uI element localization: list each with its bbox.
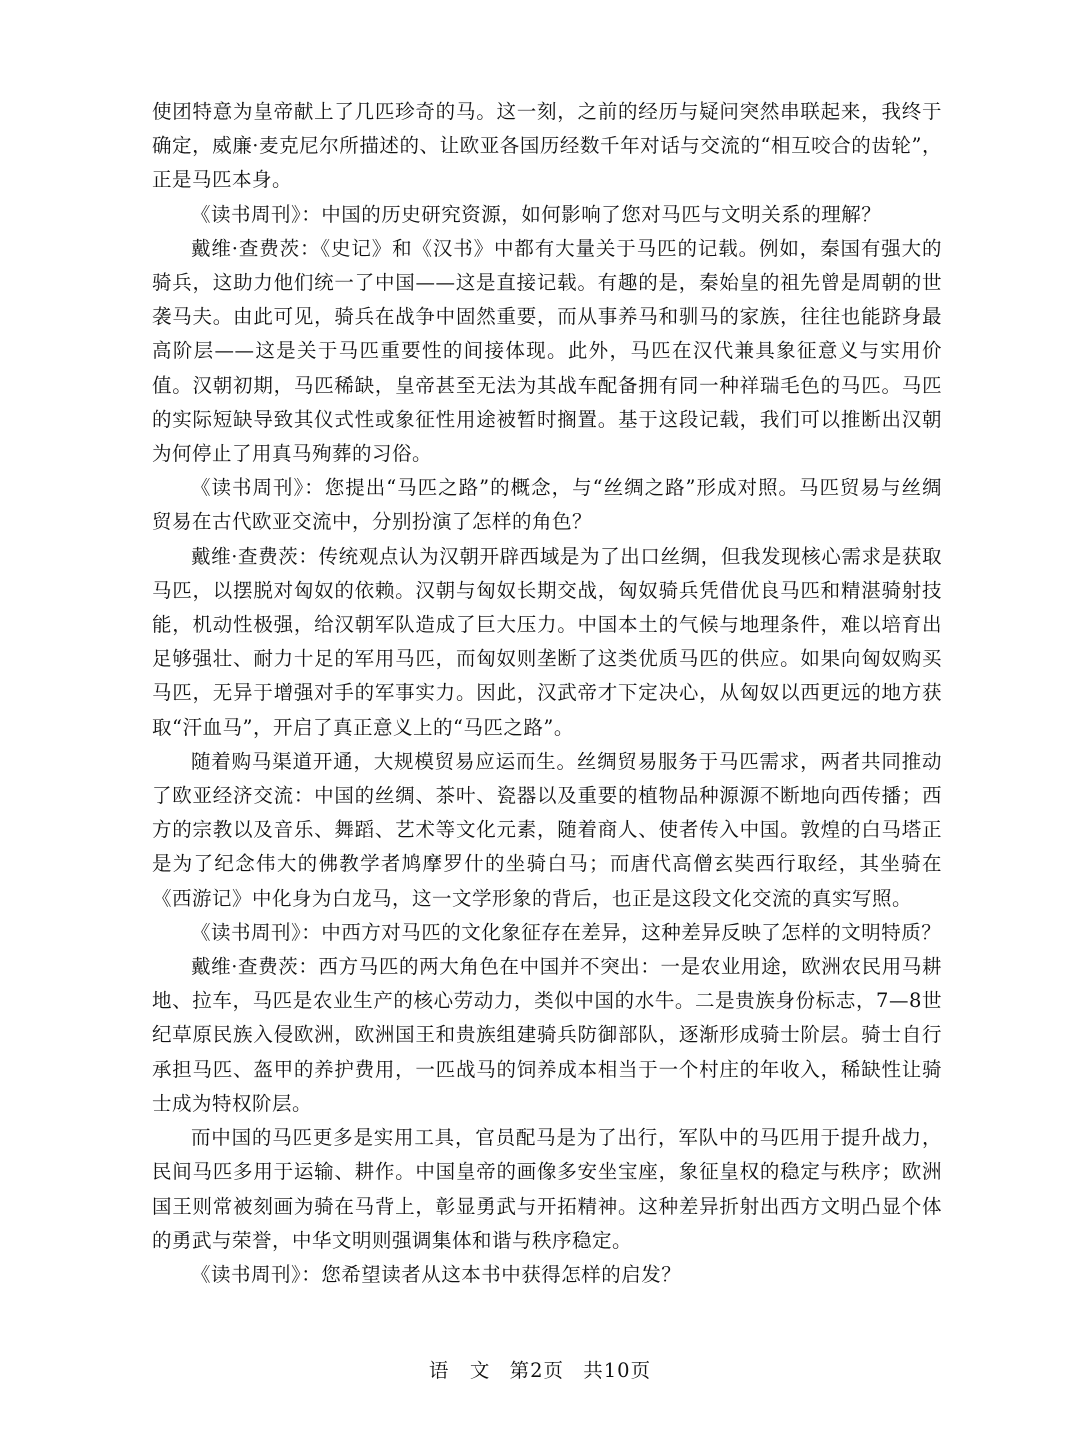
paragraph-answer-3: 戴维·查费茨：西方马匹的两大角色在中国并不突出：一是农业用途，欧洲农民用马耕地、拉车，马匹是农业生产的核心劳动力，类似中国的水牛。二是贵族身份标志，7—8世纪草原民族入侵欧洲，欧洲国王和贵族组建骑兵防御部队，逐渐形成骑士阶层。骑士自行承担马匹、盔甲的养护费用，一匹战马的饲养成本相当于一个村庄的年收入，稀缺性让骑士成为特权阶层。: [152, 955, 942, 1115]
paragraph-answer-3-continued: 而中国的马匹更多是实用工具，官员配马是为了出行，军队中的马匹用于提升战力，民间马匹多用于运输、耕作。中国皇帝的画像多安坐宝座，象征皇权的稳定与秩序；欧洲国王则常被刻画为骑在马背上，彰显勇武与开拓精神。这种差异折射出西方文明凸显个体的勇武与荣誉，中华文明则强调集体和谐与秩序稳定。: [152, 1126, 942, 1252]
footer-subject: 语 文: [428, 1359, 491, 1382]
footer-total-pages: 共10页: [583, 1359, 652, 1382]
paragraph-answer-2-continued: 随着购马渠道开通，大规模贸易应运而生。丝绸贸易服务于马匹需求，两者共同推动了欧亚经济交流：中国的丝绸、茶叶、瓷器以及重要的植物品种源源不断地向西传播；西方的宗教以及音乐、舞蹈、艺术等文化元素，随着商人、使者传入中国。敦煌的白马塔正是为了纪念伟大的佛教学者鸠摩罗什的坐骑白马；而唐代高僧玄奘西行取经，其坐骑在《西游记》中化身为白龙马，这一文学形象的背后，也正是这段文化交流的真实写照。: [152, 749, 942, 910]
paragraph-question-2: 《读书周刊》：您提出“马匹之路”的概念，与“丝绸之路”形成对照。马匹贸易与丝绸贸易在古代欧亚交流中，分别扮演了怎样的角色？: [152, 476, 942, 534]
document-page: [152, 95, 942, 1375]
paragraph-question-4: 《读书周刊》：您希望读者从这本书中获得怎样的启发？: [191, 1262, 682, 1286]
footer-page-number: 第2页: [509, 1359, 565, 1382]
paragraph-answer-2: 戴维·查费茨：传统观点认为汉朝开辟西域是为了出口丝绸，但我发现核心需求是获取马匹，以摆脱对匈奴的依赖。汉朝与匈奴长期交战，匈奴骑兵凭借优良马匹和精湛骑射技能，机动性极强，给汉朝军队造成了巨大压力。中国本土的气候与地理条件，难以培育出足够强壮、耐力十足的军用马匹，而匈奴则垄断了这类优质马匹的供应。如果向匈奴购买马匹，无异于增强对手的军事实力。因此，汉武帝才下定决心，从匈奴以西更远的地方获取“汗血马”，开启了真正意义上的“马匹之路”。: [152, 544, 942, 739]
page-footer: [0, 1355, 1080, 1383]
paragraph-question-3: 《读书周刊》：中西方对马匹的文化象征存在差异，这种差异反映了怎样的文明特质？: [191, 920, 942, 944]
paragraph-answer-1: 戴维·查费茨：《史记》和《汉书》中都有大量关于马匹的记载。例如，秦国有强大的骑兵，这助力他们统一了中国——这是直接记载。有趣的是，秦始皇的祖先曾是周朝的世袭马夫。由此可见，骑兵在战争中固然重要，而从事养马和驯马的家族，往往也能跻身最高阶层——这是关于马匹重要性的间接体现。此外，马匹在汉代兼具象征意义与实用价值。汉朝初期，马匹稀缺，皇帝甚至无法为其战车配备拥有同一种祥瑞毛色的马匹。马匹的实际短缺导致其仪式性或象征性用途被暂时搁置。基于这段记载，我们可以推断出汉朝为何停止了用真马殉葬的习俗。: [152, 236, 942, 466]
paragraph-question-1: 《读书周刊》：中国的历史研究资源，如何影响了您对马匹与文明关系的理解？: [191, 202, 882, 226]
paragraph-continued: 使团特意为皇帝献上了几匹珍奇的马。这一刻，之前的经历与疑问突然串联起来，我终于确定，威廉·麦克尼尔所描述的、让欧亚各国历经数千年对话与交流的“相互咬合的齿轮”，正是马匹本身。: [152, 100, 942, 192]
